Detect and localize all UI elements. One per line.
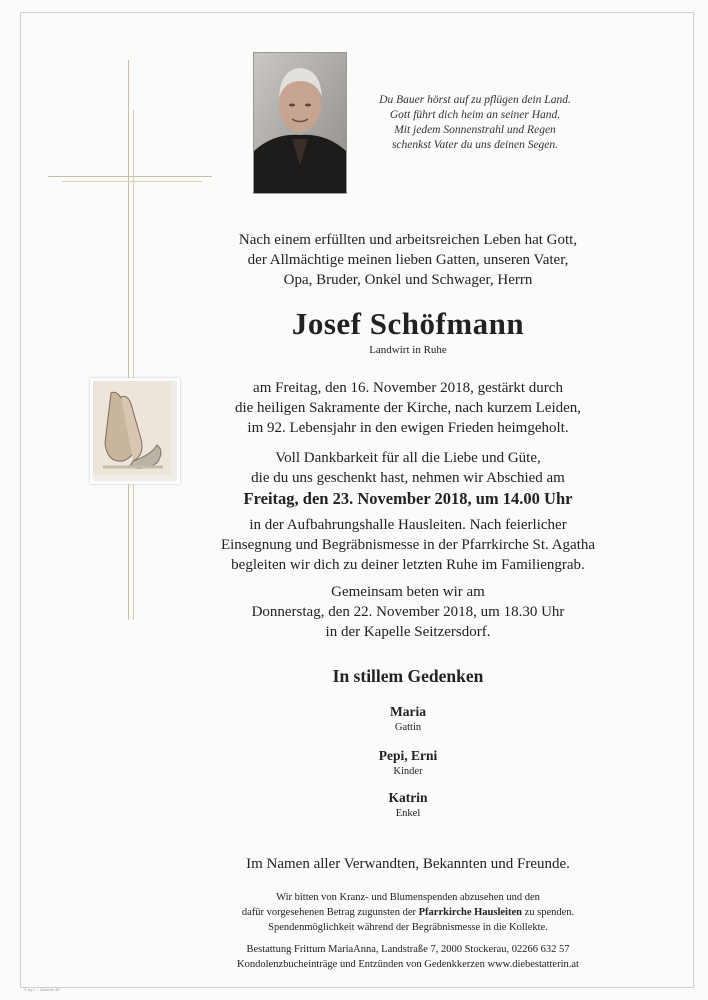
mourner-role: Gattin <box>394 722 422 733</box>
prayer-line: Gemeinsam beten wir am <box>331 584 485 600</box>
deceased-name: Josef Schöfmann <box>291 306 525 341</box>
death-line: am Freitag, den 16. November 2018, gestärkt durch <box>253 380 563 396</box>
portrait-photo <box>253 52 347 194</box>
funeral-date: Freitag, den 23. November 2018, um 14.00 Uhr <box>243 489 573 508</box>
funeral-home-info <box>183 942 633 972</box>
closing-text: Im Namen aller Verwandten, Bekannten und Freunde. <box>246 856 570 872</box>
death-line: die heiligen Sakramente der Kirche, nach kurzem Leiden, <box>234 400 582 416</box>
thanks-line: die du uns geschenkt hast, nehmen wir Abschied am <box>251 470 565 486</box>
company-line: Bestattung Frittum MariaAnna, Landstraße 7, 2000 Stockerau, 02266 632 57 <box>246 944 570 955</box>
intro-line: Nach einem erfüllten und arbeitsreichen Leben hat Gott, <box>238 232 578 248</box>
mourner-role: Enkel <box>395 808 421 819</box>
notice-text: zu spenden. <box>521 907 575 918</box>
ceremony-text <box>183 515 633 575</box>
mourner-name: Katrin <box>388 790 428 805</box>
prayer-line: Donnerstag, den 22. November 2018, um 18.30 Uhr <box>251 604 565 620</box>
intro-line: Opa, Bruder, Onkel und Schwager, Herrn <box>283 272 533 288</box>
ceremony-line: in der Aufbahrungshalle Hausleiten. Nach feierlicher <box>249 517 567 533</box>
verse-line: Du Bauer hörst auf zu pflügen dein Land. <box>379 94 571 106</box>
verse <box>360 93 590 153</box>
mourner-name: Pepi, Erni <box>378 748 438 763</box>
thanks-line: Voll Dankbarkeit für all die Liebe und Güte, <box>275 450 541 466</box>
notice-line: Spendenmöglichkeit während der Begräbnismesse in die Kollekte. <box>268 922 548 933</box>
company-line: Kondolenzbucheinträge und Entzünden von Gedenkkerzen www.diebestatterin.at <box>237 959 579 970</box>
notice-church: Pfarrkirche Hausleiten <box>418 907 522 918</box>
intro-line: der Allmächtige meinen lieben Gatten, unseren Vater, <box>247 252 569 268</box>
deceased-title: Landwirt in Ruhe <box>369 344 447 356</box>
verse-line: Gott führt dich heim an seiner Hand. <box>389 109 561 121</box>
intro-text <box>183 230 633 290</box>
verse-line: Mit jedem Sonnenstrahl und Regen <box>394 124 556 136</box>
print-code: © by L. · Abrahm 40 <box>24 987 60 992</box>
memory-heading: In stillem Gedenken <box>332 666 484 686</box>
donation-notice <box>183 890 633 935</box>
mourner-entry <box>183 790 633 819</box>
notice-text: dafür vorgesehenen Betrag zugunsten der <box>241 907 419 918</box>
mourner-role: Kinder <box>393 766 423 777</box>
death-text <box>183 378 633 438</box>
prayer-line: in der Kapelle Seitzersdorf. <box>325 624 491 640</box>
death-line: im 92. Lebensjahr in den ewigen Frieden heimgeholt. <box>247 420 569 436</box>
thanks-text <box>183 448 633 488</box>
ceremony-line: begleiten wir dich zu deiner letzten Ruhe im Familiengrab. <box>231 557 585 573</box>
notice-line <box>183 905 633 920</box>
praying-hands-image <box>90 378 180 484</box>
mourner-entry <box>183 748 633 777</box>
mourner-name: Maria <box>390 704 426 719</box>
mourner-entry <box>183 704 633 733</box>
prayer-text <box>183 582 633 642</box>
verse-line: schenkst Vater du uns deinen Segen. <box>391 139 559 151</box>
ceremony-line: Einsegnung und Begräbnismesse in der Pfarrkirche St. Agatha <box>220 537 596 553</box>
notice-line: Wir bitten von Kranz- und Blumenspenden abzusehen und den <box>276 892 540 903</box>
